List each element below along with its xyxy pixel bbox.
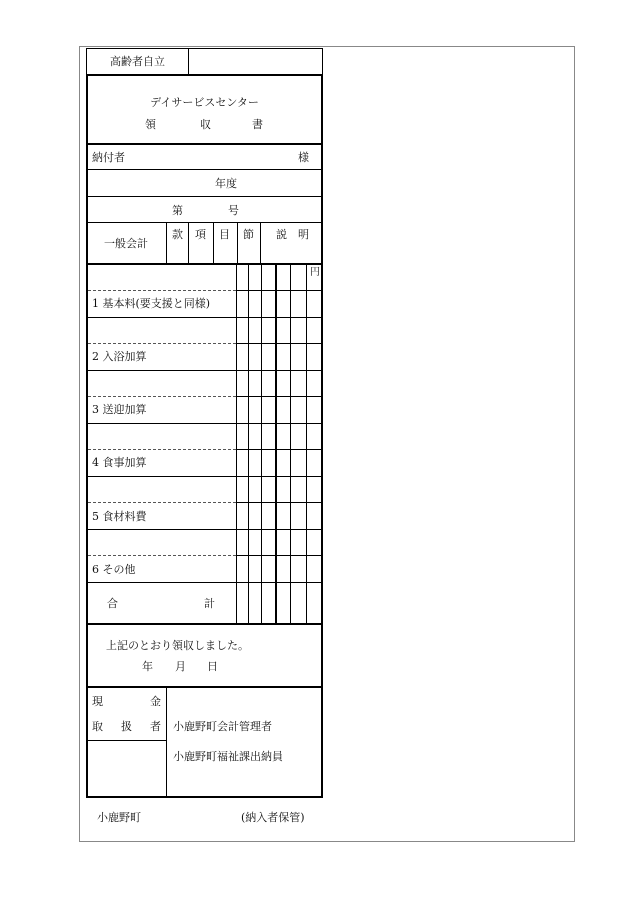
amount-row-line-7 bbox=[236, 449, 322, 450]
row-line-12 bbox=[88, 582, 322, 583]
handler-label-line bbox=[88, 740, 166, 741]
item-3-top-line bbox=[88, 396, 236, 397]
acct-bottom-line bbox=[86, 263, 323, 265]
amount-row-line-11 bbox=[236, 555, 322, 556]
payer-suffix: 様 bbox=[298, 151, 309, 164]
acct-header-1: 款 bbox=[172, 228, 183, 241]
payer-label: 納付者 bbox=[92, 151, 125, 164]
amount-col-2 bbox=[248, 264, 249, 624]
row-line-10 bbox=[88, 529, 322, 530]
received-text: 上記のとおり領収しました。 bbox=[106, 639, 249, 652]
total-bottom-line bbox=[86, 623, 323, 625]
row-line-4 bbox=[88, 370, 322, 371]
amount-row-line-1 bbox=[236, 290, 322, 291]
payer-line bbox=[86, 169, 323, 170]
item-6-label: 6 その他 bbox=[92, 563, 136, 576]
acct-vline-5 bbox=[260, 222, 261, 264]
acct-vline-2 bbox=[188, 222, 189, 264]
acct-header-3: 目 bbox=[219, 228, 230, 241]
number-line bbox=[86, 222, 323, 223]
handler-label-3: 者 bbox=[150, 720, 161, 733]
acct-header-4: 節 bbox=[243, 228, 254, 241]
title-char-3: 書 bbox=[252, 118, 263, 131]
amount-col-3 bbox=[261, 264, 262, 624]
amount-col-1 bbox=[236, 264, 237, 624]
total-right: 計 bbox=[204, 597, 215, 610]
tab-divider bbox=[188, 48, 189, 74]
row-line-2 bbox=[88, 317, 322, 318]
acct-header-2: 項 bbox=[195, 228, 206, 241]
handler-1: 小鹿野町会計管理者 bbox=[173, 720, 272, 733]
tab-label: 高齢者自立 bbox=[110, 55, 165, 68]
item-1-top-line bbox=[88, 290, 236, 291]
fiscal-line bbox=[86, 196, 323, 197]
center-name: デイサービスセンター bbox=[150, 96, 259, 109]
item-2-top-line bbox=[88, 343, 236, 344]
handler-label-2: 扱 bbox=[121, 720, 132, 733]
acct-vline-1 bbox=[166, 222, 167, 264]
amount-row-line-5 bbox=[236, 396, 322, 397]
amount-col-6 bbox=[306, 264, 307, 624]
amount-col-5 bbox=[290, 264, 291, 624]
item-2-label: 2 入浴加算 bbox=[92, 350, 147, 363]
number-prefix: 第 bbox=[172, 204, 183, 217]
handler-divider bbox=[166, 687, 167, 797]
item-1-label: 1 基本料(要支援と同様) bbox=[92, 297, 211, 310]
item-5-top-line bbox=[88, 502, 236, 503]
amount-row-line-9 bbox=[236, 502, 322, 503]
receipt-form bbox=[86, 74, 323, 798]
received-bottom-line bbox=[86, 686, 323, 688]
item-4-top-line bbox=[88, 449, 236, 450]
amount-col-4 bbox=[275, 264, 277, 624]
date-year: 年 bbox=[142, 660, 153, 673]
item-4-label: 4 食事加算 bbox=[92, 456, 147, 469]
item-6-top-line bbox=[88, 555, 236, 556]
acct-vline-4 bbox=[237, 222, 238, 264]
cash-label-2: 金 bbox=[150, 695, 161, 708]
town-name: 小鹿野町 bbox=[97, 811, 141, 824]
total-left: 合 bbox=[107, 597, 118, 610]
row-line-8 bbox=[88, 476, 322, 477]
fiscal-year: 年度 bbox=[215, 177, 237, 190]
copy-note: (納入者保管) bbox=[241, 811, 305, 824]
handler-label-1: 取 bbox=[92, 720, 103, 733]
title-char-2: 収 bbox=[200, 118, 211, 131]
item-5-label: 5 食材料費 bbox=[92, 510, 147, 523]
acct-header-6: 明 bbox=[298, 228, 309, 241]
date-month: 月 bbox=[175, 660, 186, 673]
item-3-label: 3 送迎加算 bbox=[92, 403, 147, 416]
amount-row-line-3 bbox=[236, 343, 322, 344]
account-label: 一般会計 bbox=[104, 237, 148, 250]
row-line-6 bbox=[88, 423, 322, 424]
number-suffix: 号 bbox=[228, 204, 239, 217]
header-bottom-line bbox=[86, 143, 323, 145]
title-char-1: 領 bbox=[145, 118, 156, 131]
date-day: 日 bbox=[207, 660, 218, 673]
acct-vline-3 bbox=[213, 222, 214, 264]
yen-label: 円 bbox=[310, 267, 320, 278]
cash-label-1: 現 bbox=[92, 695, 103, 708]
handler-2: 小鹿野町福祉課出納員 bbox=[173, 750, 283, 763]
acct-header-5: 説 bbox=[276, 228, 287, 241]
